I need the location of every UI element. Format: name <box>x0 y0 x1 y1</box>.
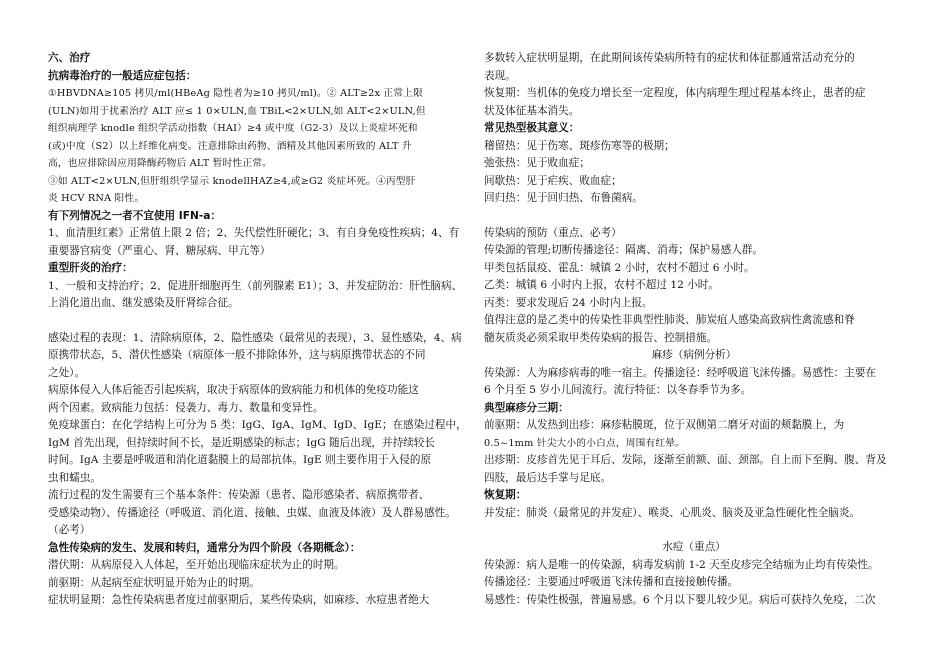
paragraph-line: 并发症：肺炎（最常见的并发症）、喉炎、心肌炎、脑炎及亚急性硬化性全脑炎。 <box>484 506 861 519</box>
paragraph-line: 传染源的管理;切断传播途径：隔离、消毒；保护易感人群。 <box>484 244 764 256</box>
paragraph-line: 稽留热：见于伤寒、斑疹伤寒等的极期； <box>484 139 675 152</box>
section-heading: 麻疹（病例分析） <box>651 349 737 361</box>
paragraph-line: 时间。IgA 主要是呼吸道和消化道黏膜上的局部抗体。IgE 则主要作用于入侵的原 <box>48 454 432 466</box>
paragraph-line: 0.5~1mm 针尖大小的小白点，周围有红晕。 <box>484 437 686 449</box>
paragraph-line: 传染病的预防（重点、必考） <box>484 226 622 239</box>
paragraph-line: 两个因素。致病能力包括：侵袭力、毒力、数量和变异性。 <box>48 401 324 414</box>
paragraph-line: 弛张热：见于败血症； <box>484 157 590 169</box>
paragraph-line: 四肢，最后达手掌与足底。 <box>484 471 612 484</box>
paragraph-line: （必考） <box>48 524 91 536</box>
paragraph-line: 病原体侵入人体后能否引起疾病，取决于病原体的致病能力和机体的免疫功能这 <box>48 384 419 396</box>
subheading: 抗病毒治疗的一般适应症包括： <box>48 69 197 82</box>
subheading: 重型肝炎的治疗： <box>48 262 133 274</box>
spacer <box>484 208 904 225</box>
paragraph-line: 潜伏期：从病原侵入人体起，至开始出现临床症状为止的时期。 <box>48 559 345 571</box>
paragraph-line: 髓灰质炎必须采取甲类传染病的报告、控制措施。 <box>484 331 718 344</box>
paragraph-line: 虫和蠕虫。 <box>48 471 101 484</box>
left-column <box>48 50 468 610</box>
paragraph-line: 原携带状态，5、潜伏性感染（病原体一般不排除体外，这与病原携带状态的不同 <box>48 349 426 361</box>
subheading: 常见热型极其意义： <box>484 122 580 134</box>
section-heading: 水痘（重点） <box>662 541 726 553</box>
paragraph-line: 传染源：人为麻疹病毒的唯一宿主。传播途径：经呼吸道飞沫传播。易感性：主要在 <box>484 366 876 379</box>
paragraph-line: 乙类：城镇 6 小时内上报，农村不超过 12 小时。 <box>484 279 719 291</box>
paragraph-line: ③如 ALT<2×ULN,但肝组织学显示 knodellHAZ≥4,或≥G2 炎症坏死。④丙型肝 <box>48 175 416 187</box>
paragraph-line: 1、一般和支持治疗；2、促进肝细胞再生（前列腺素 E1）；3、并发症防治：肝性脑病、 <box>48 279 463 292</box>
paragraph-line: ①HBVDNA≥105 拷贝/ml(HBeAg 隐性者为≥10 拷贝/ml)。② ALT≥2x 正常上限 <box>48 88 423 99</box>
subheading: 急性传染病的发生、发展和转归，通常分为四个阶段（各期概念）： <box>48 541 361 554</box>
paragraph-line: 间歇热：见于疟疾、败血症； <box>484 174 622 187</box>
paragraph-line: 组织病理学 knodle 组织学活动指数（HAI）≥4 或中度（G2-3）及以上炎症坏死和 <box>48 123 418 134</box>
section-heading: 六、治疗 <box>48 52 91 64</box>
paragraph-line: 免疫球蛋白：在化学结构上可分为 5 类：IgG、IgA、IgM、IgD、IgE；在感染过程中， <box>48 419 467 431</box>
paragraph-line: 症状明显期：急性传染病患者度过前驱期后，某些传染病，如麻疹、水痘患者绝大 <box>48 594 430 606</box>
paragraph-line: 6 个月至 5 岁小儿间流行。流行特征：以冬春季节为多。 <box>484 384 752 396</box>
paragraph-line: 恢复期：当机体的免疫力增长至一定程度，体内病理生理过程基本终止，患者的症 <box>484 87 866 99</box>
paragraph-line: 状及体征基本消失。 <box>484 104 580 117</box>
paragraph-line: 传播途径：主要通过呼吸道飞沫传播和直接接触传播。 <box>484 576 739 588</box>
paragraph-line: 多数转入症状明显期，在此期间该传染病所特有的症状和体征都通常活动充分的 <box>484 52 855 64</box>
paragraph-line: 感染过程的表现：1、清除病原体，2、隐性感染（最常见的表现），3、显性感染，4、病 <box>48 331 462 344</box>
paragraph-line: 重要器官病变（严重心、肾、糖尿病、甲亢等） <box>48 244 271 257</box>
paragraph-line: 丙类：要求发现后 24 小时内上报。 <box>484 296 653 309</box>
subheading: 典型麻疹分三期： <box>484 401 569 414</box>
paragraph-line: 出疹期：皮疹首先见于耳后、发际，逐渐至前额、面、颈部。自上而下至胸、腹、背及 <box>484 454 887 466</box>
paragraph-line: 高，也应排除因应用降酶药物后 ALT 暂时性正常。 <box>48 158 273 169</box>
paragraph-line: 上消化道出血、继发感染及肝肾综合征。 <box>48 297 239 309</box>
paragraph-line: 流行过程的发生需要有三个基本条件：传染源（患者、隐形感染者、病原携带者、 <box>48 489 430 501</box>
paragraph-line: 传染源：病人是唯一的传染源，病毒发病前 1-2 天至皮疹完全结痂为止均有传染性。 <box>484 558 879 571</box>
spacer <box>48 313 468 330</box>
right-column <box>484 50 904 609</box>
subheading: 恢复期： <box>484 489 527 501</box>
paragraph-line: 受感染动物）、传播途径（呼吸道、消化道、接触、虫媒、血液及体液）及人群易感性。 <box>48 506 456 519</box>
paragraph-line: 前驱期：从发热到出疹：麻疹粘膜斑，位于双侧第二磨牙对面的颊黏膜上，为 <box>484 419 845 431</box>
paragraph-line: 1、血清胆红素》正常值上限 2 倍；2、失代偿性肝硬化；3、有自身免疫性疾病；4、有 <box>48 227 460 239</box>
paragraph-line: 易感性：传染性极强，普遍易感。6 个月以下婴儿较少见。病后可获持久免疫，二次 <box>484 593 876 606</box>
paragraph-line: 值得注意的是乙类中的传染性非典型性肺炎、肺炭疽人感染高致病性禽流感和脊 <box>484 314 855 326</box>
paragraph-line: 前驱期：从起病至症状明显开始为止的时期。 <box>48 576 260 589</box>
paragraph-line: 表现。 <box>484 69 516 82</box>
paragraph-line: 之处）。 <box>48 366 86 379</box>
paragraph-line: 炎 HCV RNA 阳性。 <box>48 193 145 204</box>
spacer <box>484 522 904 539</box>
paragraph-line: (ULN)如用于扰素治疗 ALT 应≤ 1 0×ULN,血 TBiL<2×ULN,如 ALT<2×ULN,但 <box>48 105 426 117</box>
subheading: 有下列情况之一者不宜使用 IFN-a： <box>48 209 221 222</box>
paragraph-line: (或)中度（S2）以上纤维化病变。注意排除由药物、酒精及其他因素所致的 ALT 升 <box>48 140 412 152</box>
paragraph-line: 回归热：见于回归热、布鲁菌病。 <box>484 192 643 204</box>
paragraph-line: IgM 首先出现，但持续时间不长，是近期感染的标志；IgG 随后出现，并持续较长 <box>48 436 435 449</box>
paragraph-line: 甲类包括鼠疫、霍乱：城镇 2 小时，农村不超过 6 小时。 <box>484 261 755 274</box>
